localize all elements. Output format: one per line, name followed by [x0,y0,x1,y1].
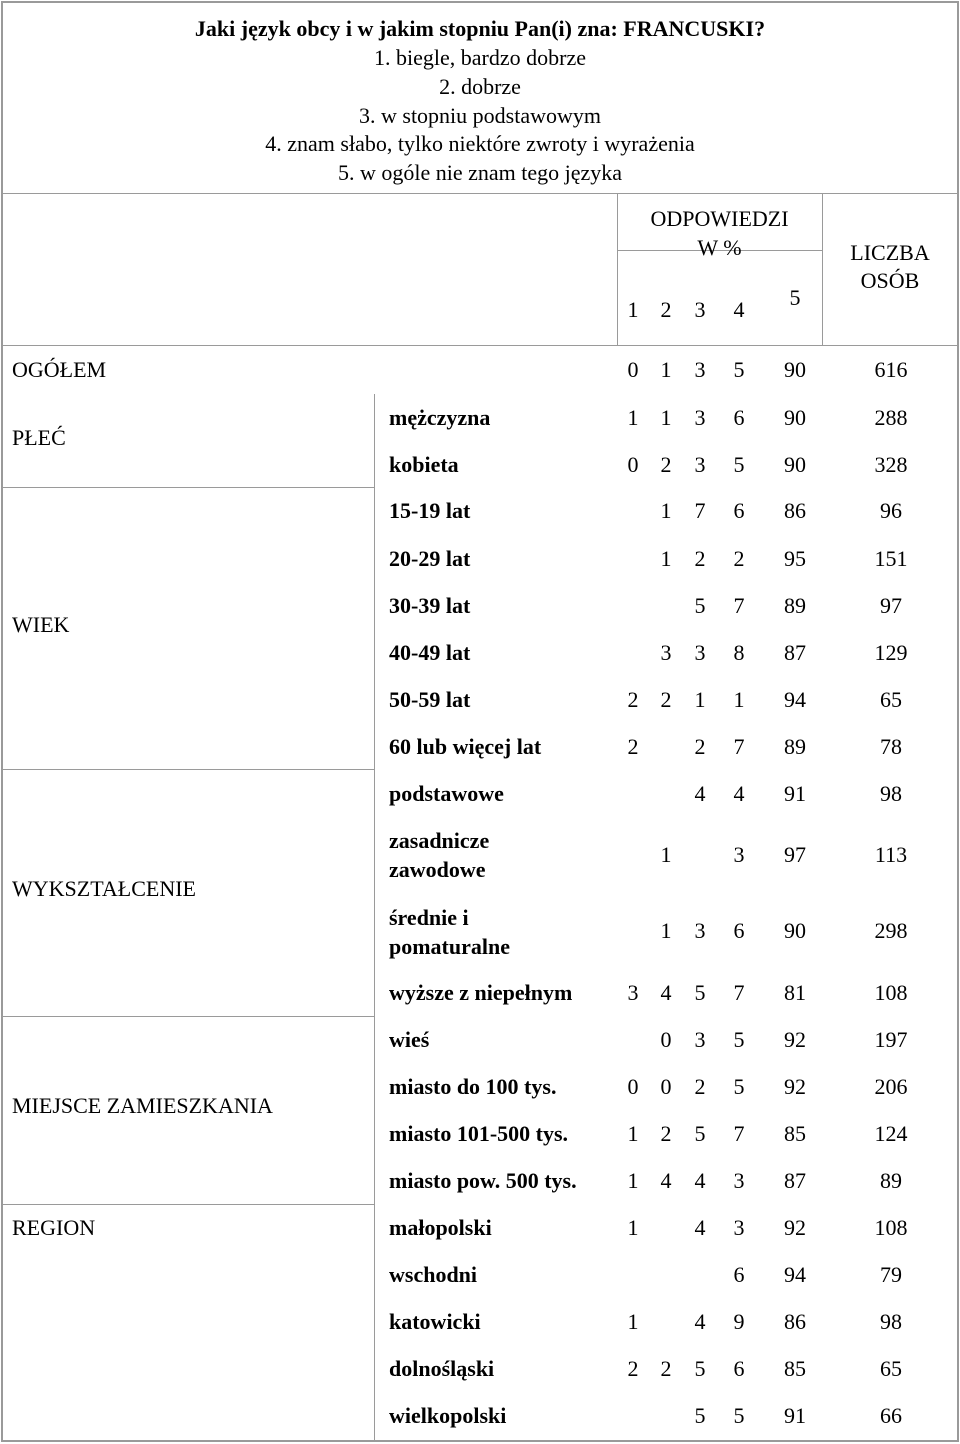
cell-answer-3: 3 [694,357,706,382]
answers-header-line1: ODPOWIEDZI [650,206,789,231]
cell-answer-4: 5 [733,1074,745,1099]
cell-answer-2: 1 [660,918,672,943]
row-label: mężczyzna [389,405,491,430]
group-gender: PŁEĆ [12,425,66,450]
cell-count: 65 [880,1356,902,1381]
cell-answer-3: 3 [694,640,706,665]
answer-col-1-header: 1 [627,297,639,322]
cell-count: 66 [880,1403,902,1428]
cell-count: 97 [880,593,902,618]
group-divider-2 [2,769,374,770]
cell-answer-2: 0 [660,1074,672,1099]
cell-count: 288 [874,405,908,430]
table-border-left [1,1,3,1441]
cell-count: 206 [874,1074,908,1099]
cell-answer-4: 8 [733,640,745,665]
cell-answer-5: 92 [784,1027,806,1052]
cell-count: 328 [874,452,908,477]
cell-answer-3: 2 [694,734,706,759]
cell-answer-4: 5 [733,1027,745,1052]
table-border-top [1,1,959,3]
row-label: dolnośląski [389,1356,495,1381]
cell-answer-5: 81 [784,980,806,1005]
cell-answer-2: 1 [660,498,672,523]
cell-answer-5: 90 [784,918,806,943]
cell-count: 129 [874,640,908,665]
cell-answer-4: 6 [733,1262,745,1287]
cell-answer-4: 7 [733,593,745,618]
cell-answer-4: 6 [733,1356,745,1381]
answer-col-4-header: 4 [733,297,745,322]
group-education: WYKSZTAŁCENIE [12,876,196,901]
cell-answer-2: 2 [660,452,672,477]
question-option-4: 4. znam słabo, tylko niektóre zwroty i wyrażenia [265,131,695,156]
cell-count: 98 [880,781,902,806]
cell-answer-5: 87 [784,1168,806,1193]
cell-answer-1: 1 [627,1215,639,1240]
header-divider [1,345,959,346]
cell-answer-3: 3 [694,918,706,943]
label-col-divider [374,394,375,1440]
answer-col-2-header: 2 [660,297,672,322]
cell-count: 113 [874,842,908,867]
cell-answer-2: 1 [660,546,672,571]
cell-answer-1: 1 [627,405,639,430]
cell-answer-5: 94 [784,687,806,712]
cell-answer-1: 1 [627,1121,639,1146]
row-label: podstawowe [389,781,504,806]
cell-count: 197 [874,1027,908,1052]
question-option-5: 5. w ogóle nie znam tego języka [337,160,623,185]
cell-answer-1: 2 [627,687,639,712]
cell-count: 96 [880,498,902,523]
cell-answer-4: 6 [733,405,745,430]
cell-answer-5: 87 [784,640,806,665]
cell-answer-5: 85 [784,1121,806,1146]
cell-answer-3: 5 [694,980,706,1005]
cell-answer-4: 9 [733,1309,745,1334]
row-label: wschodni [389,1262,478,1287]
row-label: 50-59 lat [389,687,471,712]
cell-answer-5: 90 [784,357,806,382]
cell-answer-3: 4 [694,1309,706,1334]
cell-count: 108 [874,980,908,1005]
row-label: 30-39 lat [389,593,471,618]
cell-answer-1: 2 [627,734,639,759]
row-label: 20-29 lat [389,546,471,571]
cell-answer-3: 5 [694,593,706,618]
cell-answer-5: 92 [784,1215,806,1240]
cell-answer-2: 1 [660,405,672,430]
cell-answer-2: 2 [660,1356,672,1381]
cell-answer-4: 6 [733,918,745,943]
cell-answer-5: 95 [784,546,806,571]
cell-answer-2: 1 [660,842,672,867]
row-label: 15-19 lat [389,498,471,523]
cell-answer-5: 91 [784,781,806,806]
cell-answer-3: 1 [694,687,706,712]
group-divider-1 [2,487,374,488]
cell-answer-5: 85 [784,1356,806,1381]
row-label-line2: zawodowe [389,857,486,882]
question-divider [1,193,959,194]
question-option-2: 2. dobrze [439,74,521,99]
cell-answer-2: 2 [660,1121,672,1146]
cell-answer-5: 89 [784,734,806,759]
cell-answer-4: 7 [733,980,745,1005]
cell-answer-1: 0 [627,357,639,382]
cell-answer-5: 97 [784,842,806,867]
row-label: wieś [389,1027,430,1052]
cell-answer-5: 91 [784,1403,806,1428]
cell-answer-2: 4 [660,1168,672,1193]
cell-answer-1: 3 [627,980,639,1005]
count-header-line1: LICZBA [850,240,930,265]
row-label: 60 lub więcej lat [389,734,542,759]
cell-answer-4: 3 [733,1168,745,1193]
row-label: zasadnicze [389,828,490,853]
cell-count: 98 [880,1309,902,1334]
table-border-right [957,1,959,1441]
question-option-1: 1. biegle, bardzo dobrze [374,45,586,70]
cell-answer-5: 86 [784,1309,806,1334]
cell-count: 124 [874,1121,908,1146]
cell-count: 79 [880,1262,902,1287]
cell-answer-4: 5 [733,1403,745,1428]
cell-answer-5: 92 [784,1074,806,1099]
cell-answer-3: 5 [694,1121,706,1146]
row-label: małopolski [389,1215,492,1240]
answer-col-3-header: 3 [694,297,706,322]
group-region: REGION [12,1215,96,1240]
cell-answer-4: 5 [733,452,745,477]
cell-answer-5: 90 [784,452,806,477]
row-label: miasto do 100 tys. [389,1074,557,1099]
row-label: średnie i [389,905,469,930]
cell-count: 65 [880,687,902,712]
cell-answer-4: 6 [733,498,745,523]
cell-answer-1: 0 [627,1074,639,1099]
cell-answer-3: 4 [694,1215,706,1240]
cell-answer-2: 1 [660,357,672,382]
row-label: 40-49 lat [389,640,471,665]
row-label: wyższe z niepełnym [389,980,573,1005]
cell-answer-5: 86 [784,498,806,523]
cell-answer-2: 4 [660,980,672,1005]
row-label: wielkopolski [389,1403,507,1428]
cell-answer-4: 5 [733,357,745,382]
cell-answer-4: 2 [733,546,745,571]
cell-answer-1: 2 [627,1356,639,1381]
cell-answer-3: 4 [694,781,706,806]
cell-answer-2: 3 [660,640,672,665]
cell-answer-3: 5 [694,1356,706,1381]
cell-answer-3: 7 [694,498,706,523]
question-title: Jaki język obcy i w jakim stopniu Pan(i) zna: FRANCUSKI? [194,16,766,41]
cell-answer-4: 3 [733,1215,745,1240]
cell-answer-1: 1 [627,1168,639,1193]
group-divider-4 [2,1204,374,1205]
row-label-line2: pomaturalne [389,934,510,959]
cell-count: 616 [874,357,908,382]
answer-col-5-header: 5 [789,285,801,310]
cell-answer-5: 89 [784,593,806,618]
row-label: miasto pow. 500 tys. [389,1168,577,1193]
cell-answer-3: 3 [694,405,706,430]
row-label: kobieta [389,452,459,477]
cell-answer-1: 0 [627,452,639,477]
cell-answer-2: 2 [660,687,672,712]
cell-answer-3: 2 [694,1074,706,1099]
cell-answer-3: 4 [694,1168,706,1193]
cell-answer-5: 94 [784,1262,806,1287]
row-label: katowicki [389,1309,481,1334]
group-residence: MIEJSCE ZAMIESZKANIA [12,1093,273,1118]
cell-answer-3: 3 [694,1027,706,1052]
group-total: OGÓŁEM [12,357,107,382]
cell-count: 298 [874,918,908,943]
cell-answer-4: 7 [733,734,745,759]
group-divider-3 [2,1016,374,1017]
cell-answer-1: 1 [627,1309,639,1334]
cell-answer-3: 5 [694,1403,706,1428]
cell-count: 151 [874,546,908,571]
cell-answer-4: 1 [733,687,745,712]
cell-count: 78 [880,734,902,759]
cell-answer-4: 3 [733,842,745,867]
cell-count: 108 [874,1215,908,1240]
cell-answer-3: 2 [694,546,706,571]
cell-answer-4: 7 [733,1121,745,1146]
cell-answer-2: 0 [660,1027,672,1052]
group-age: WIEK [12,612,70,637]
row-label: miasto 101-500 tys. [389,1121,569,1146]
count-header-line2: OSÓB [860,268,920,293]
question-option-3: 3. w stopniu podstawowym [359,103,601,128]
answers-header-line2: W % [697,235,742,260]
table-border-bottom [1,1440,959,1442]
cell-answer-5: 90 [784,405,806,430]
cell-count: 89 [880,1168,902,1193]
cell-answer-3: 3 [694,452,706,477]
cell-answer-4: 4 [733,781,745,806]
